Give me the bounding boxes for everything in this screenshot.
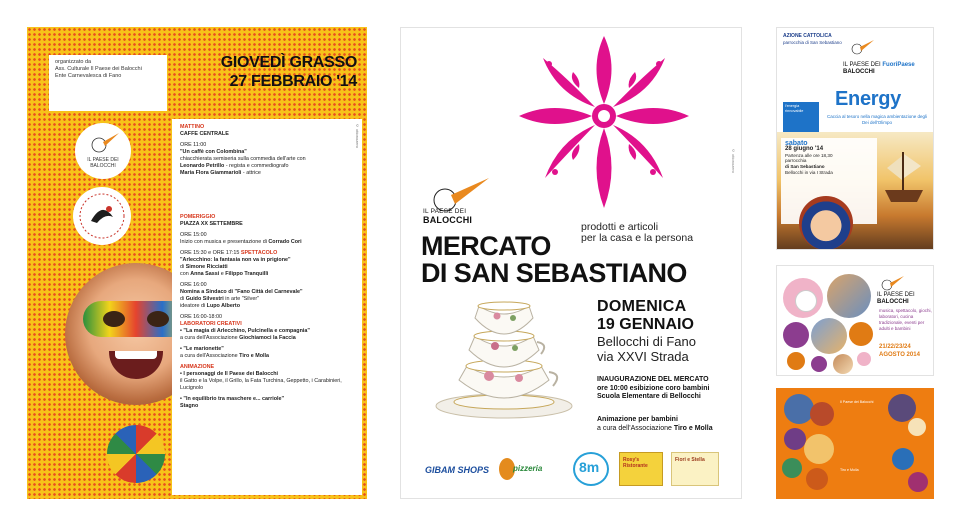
sponsor-fiori: Fiori e Stella [671,452,719,486]
carnival-logo [73,187,131,245]
balocchi-logo-text: IL PAESE DEI FuoriPaese BALOCCHI [843,62,915,75]
energy-title: Energy [835,88,902,110]
event-description: musica, spettacolo, giochi, laboratori, cucina tradizionale, eventi per adulti e bambini [879,308,932,331]
energy-tagline: Caccia al tesoro nella magica ambientazione degli Dei dell'Olimpo [826,114,928,125]
poster-energy [776,27,934,250]
organizer-box: organizzato da Ass. Culturale Il Paese dei Balocchi Ente Carnevalesca di Fano [49,55,167,111]
balocchi-logo-text: IL PAESE DEI BALOCCHI [877,292,915,305]
balocchi-logo-text: IL PAESE DEI BALOCCHI [423,208,473,225]
harlequin-fabric-photo [107,425,165,483]
azione-cattolica-header: AZIONE CATTOLICA parrocchia di San Sebastiano [783,33,842,45]
event-date: 21/22/23/24 AGOSTO 2014 [879,344,920,358]
poster-paese-balocchi-agosto [776,265,934,376]
energy-side-bar: l'energia rinnovabile [783,102,819,132]
poster-orange-brochure [776,388,934,499]
sponsor-8m: 8m [573,452,609,486]
poster-giovedi-grasso [27,27,367,499]
balocchi-logo: IL PAESE DEI BALOCCHI [75,123,131,179]
poster-title: GIOVEDÌ GRASSO 27 FEBBRAIO '14 [220,54,357,90]
nose-logo-icon [75,123,131,179]
balocchi-nose-logo-icon [879,274,905,292]
afternoon-schedule: POMERIGGIO PIAZZA XX SETTEMBRE ORE 15:00 Inizio con musica e presentazione di Corrado Cori ORE 15:30 e ORE 17:15 SPETTACOLO "Arlecchino: la fantasia non va in prigione" di Simone Ricciatti con Anna Sassi e Filippo Tranquilli ORE 16:00 Nomina a Sindaco di "Fano Città del Carnevale" di Guido Silvestri in arte "Silver" ideatore di Lupo Alberto ORE 16:00-18:00 LABORATORI CREATIVI • "La magia di Arlecchino, Pulcinella e compagnia" a cura dell'Associazione Giochiamoci la Faccia • "Le marionette" a cura dell'Associazione Tiro e Molla ANIMAZIONE • I personaggi de Il Paese dei Balocchi il Gatto e la Volpe, il Grillo, la Fata Turchina, Geppetto, i Carabinieri, Lucignolo • "In equilibrio tra maschere e... carriole" Stagno [172,209,362,495]
pirate-ship-icon [881,146,927,206]
vertical-credit: © ottonozero [731,148,736,174]
poster-subtitle: prodotti e articoli per la casa e la persona [581,221,694,244]
brochure-col-1: Il Paese dei Balocchi [840,400,874,404]
morning-schedule: MATTINO CAFFE CENTRALE ORE 11:00 "Un caffè con Colombina" chiacchierata semiseria sulla commedia dell'arte con Leonardo Petrillo - regista e commediografo Maria Flora Giammarioli - attrice [172,119,362,209]
animation-info: Animazione per bambini a cura dell'Associazione Tiro e Molla [597,416,713,432]
brochure-col-2: Tiro e Molla [840,468,859,472]
sponsor-bar [401,444,742,498]
inauguration-info: INAUGURAZIONE DEL MERCATO ore 10:00 esibizione coro bambini Scuola Elementare di Bellocchi [597,376,710,400]
carnival-emblem-icon [73,187,131,245]
flower-ornament-icon [509,28,699,218]
cartoon-boy-image [799,196,853,250]
energy-event-info: sabato 28 giugno '14 Partenza alle ore 18,30 parrocchia di San Sebastiano Bellocchi in via I Strada [781,138,877,224]
poster-mercato-san-sebastiano [400,27,742,499]
poster-title: MERCATO DI SAN SEBASTIANO [421,231,687,288]
balocchi-nose-logo-icon [849,38,875,56]
vertical-credit: © ottonozero [355,123,360,149]
sponsor-rosy: Rosy's Ristorante [619,452,663,486]
teacups-stack-image [429,298,579,420]
sponsor-pizzeria: pizzeria [499,458,557,480]
sponsor-gibam: GIBAM SHOPS [425,465,490,475]
event-date: DOMENICA 19 GENNAIO Bellocchi di Fano via XXVI Strada [597,298,696,364]
